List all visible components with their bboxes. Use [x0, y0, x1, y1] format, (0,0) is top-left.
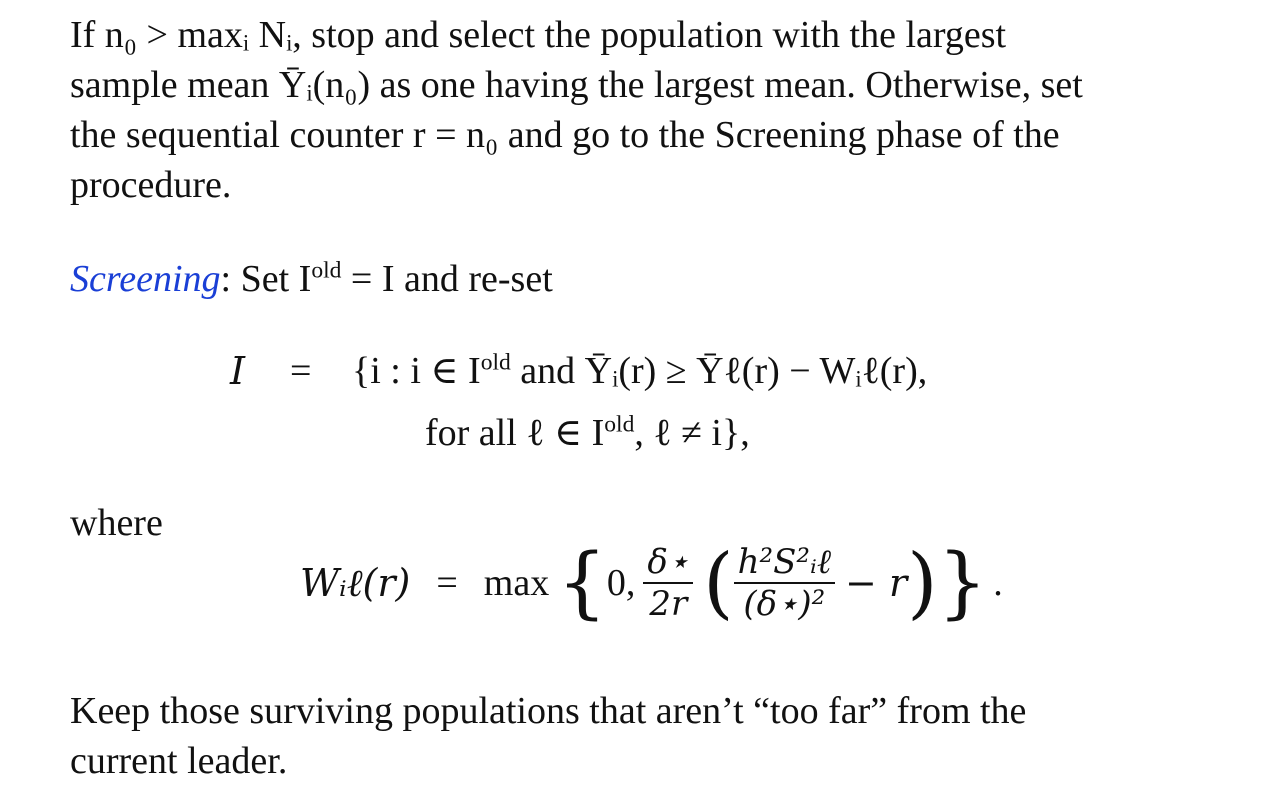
fraction-h2s2-over-delta2: $\frac{\text{h²S²ᵢℓ}}{\text{(δ⋆)²}}$ [734, 542, 835, 624]
screening-sup: old [311, 257, 342, 284]
fraction-delta-over-2r: $\frac{\delta⋆}{2r}$ [643, 542, 693, 624]
w-eq-lhs: Wᵢℓ(r) [300, 561, 411, 605]
conclusion-paragraph [70, 686, 1200, 786]
intro-paragraph [70, 10, 1200, 210]
screening-label: Screening [70, 258, 221, 300]
left-paren: ( [703, 538, 734, 628]
conclusion-line-1: Keep those surviving populations that aren’t “too far” from the [70, 690, 1027, 732]
w-eq-end: . [993, 562, 1003, 604]
conclusion-line-2: current leader. [70, 740, 288, 782]
set-eq-row-2: for all ℓ ∈ $I^{old}$, ℓ ≠ i}, [425, 411, 750, 454]
w-eq-equals: = [436, 562, 458, 604]
set-eq-equals: = [290, 350, 312, 392]
screening-line [70, 254, 553, 304]
set-eq-lhs: I [230, 349, 246, 393]
w-equation [300, 538, 1003, 628]
intro-line-2: sample mean Ȳᵢ(n₀) as one having the largest mean. Otherwise, set [70, 64, 1083, 106]
set-eq-row-1: {i : i ∈ $I^{old}$ and Ȳᵢ(r) ≥ Ȳℓ(r) − Wᵢℓ(r), [352, 349, 928, 392]
screening-rest: = I and re-set [341, 258, 553, 300]
intro-line-4: procedure. [70, 164, 232, 206]
w-eq-max: max [483, 562, 550, 604]
w-eq-minus-r: − r [845, 561, 908, 605]
where-text: where [70, 502, 163, 544]
right-paren: ) [907, 538, 938, 628]
intro-line-1: If n₀ > maxᵢ Nᵢ, stop and select the population with the largest [70, 14, 1007, 56]
w-eq-zero: 0, [606, 562, 636, 604]
intro-line-3: the sequential counter r = n₀ and go to the Screening phase of the [70, 114, 1060, 156]
screening-text: : Set I [220, 258, 312, 300]
right-brace: } [937, 538, 988, 628]
left-brace: { [557, 538, 607, 628]
